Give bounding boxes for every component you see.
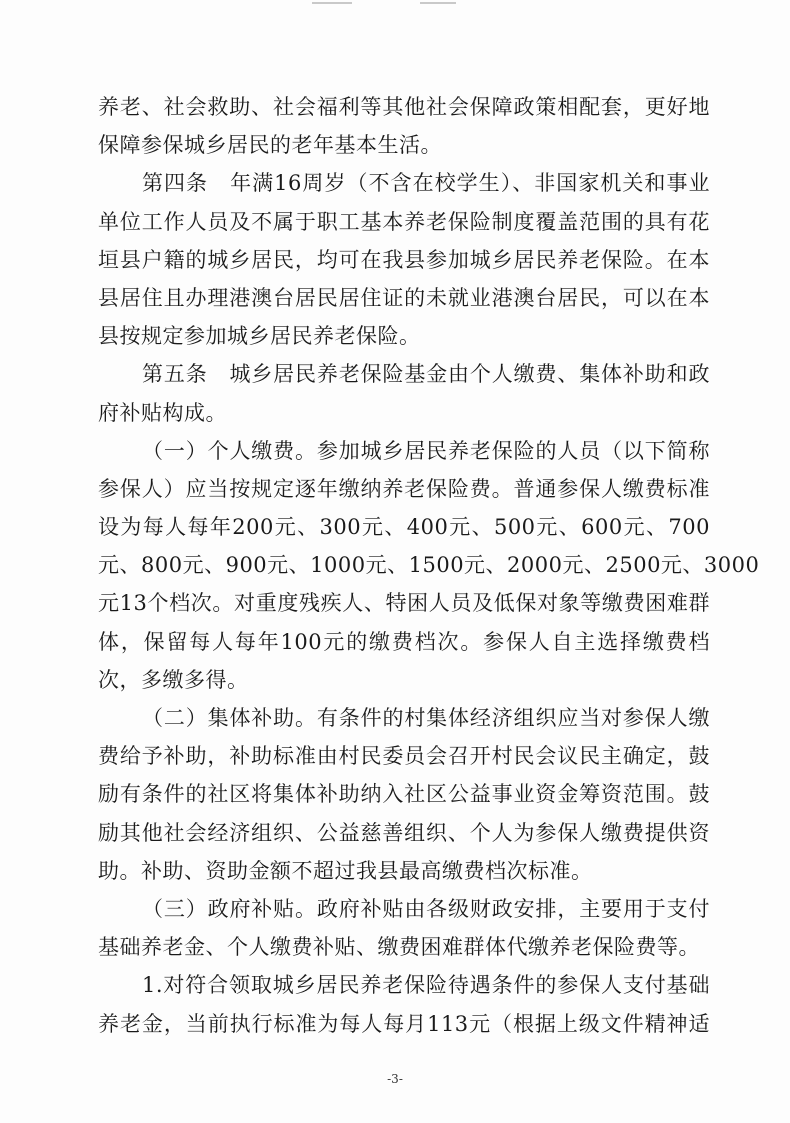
text-line: 体，保留每人每年100元的缴费档次。参保人自主选择缴费档 [98,629,710,654]
text-line: 基础养老金、个人缴费补贴、缴费困难群体代缴养老保险费等。 [98,935,700,960]
text-line: 保障参保城乡居民的老年基本生活。 [98,133,442,158]
text-line: 1.对符合领取城乡居民养老保险待遇条件的参保人支付基础 [142,973,710,998]
page-number: -3- [387,1072,403,1086]
text-line: 励有条件的社区将集体补助纳入社区公益事业资金筹资范围。鼓 [98,782,710,807]
text-line: （二）集体补助。有条件的村集体经济组织应当对参保人缴 [142,706,710,730]
text-line: 县居住且办理港澳台居民居住证的未就业港澳台居民，可以在本 [98,285,710,310]
text-line: 元13个档次。对重度残疾人、特困人员及低保对象等缴费困难群 [98,591,710,616]
text-line: （一）个人缴费。参加城乡居民养老保险的人员（以下简称 [142,438,710,463]
text-line: （三）政府补贴。政府补贴由各级财政安排，主要用于支付 [142,896,710,921]
document-body [98,88,760,1043]
scan-artifact [420,2,456,4]
text-line: 第四条 年满16周岁（不含在校学生）、非国家机关和事业 [142,171,710,196]
scan-artifact [312,2,352,4]
text-line: 设为每人每年200元、300元、400元、500元、600元、700 [98,515,710,540]
text-line: 参保人）应当按规定逐年缴纳养老保险费。普通参保人缴费标准 [98,476,710,501]
text-line: 元、800元、900元、1000元、1500元、2000元、2500元、3000 [98,553,760,578]
text-line: 助。补助、资助金额不超过我县最高缴费档次标准。 [98,858,593,883]
text-line: 次，多缴多得。 [98,667,249,692]
text-line: 养老金，当前执行标准为每人每月113元（根据上级文件精神适 [98,1011,710,1036]
text-line: 第五条 城乡居民养老保险基金由个人缴费、集体补助和政 [142,362,710,387]
text-line: 垣县户籍的城乡居民，均可在我县参加城乡居民养老保险。在本 [98,247,710,272]
text-line: 县按规定参加城乡居民养老保险。 [98,324,421,349]
text-line: 府补贴构成。 [98,400,227,425]
text-line: 费给予补助，补助标准由村民委员会召开村民会议民主确定，鼓 [98,744,710,769]
text-line: 养老、社会救助、社会福利等其他社会保障政策相配套，更好地 [98,95,710,119]
text-line: 单位工作人员及不属于职工基本养老保险制度覆盖范围的具有花 [98,209,710,234]
text-line: 励其他社会经济组织、公益慈善组织、个人为参保人缴费提供资 [98,820,710,845]
